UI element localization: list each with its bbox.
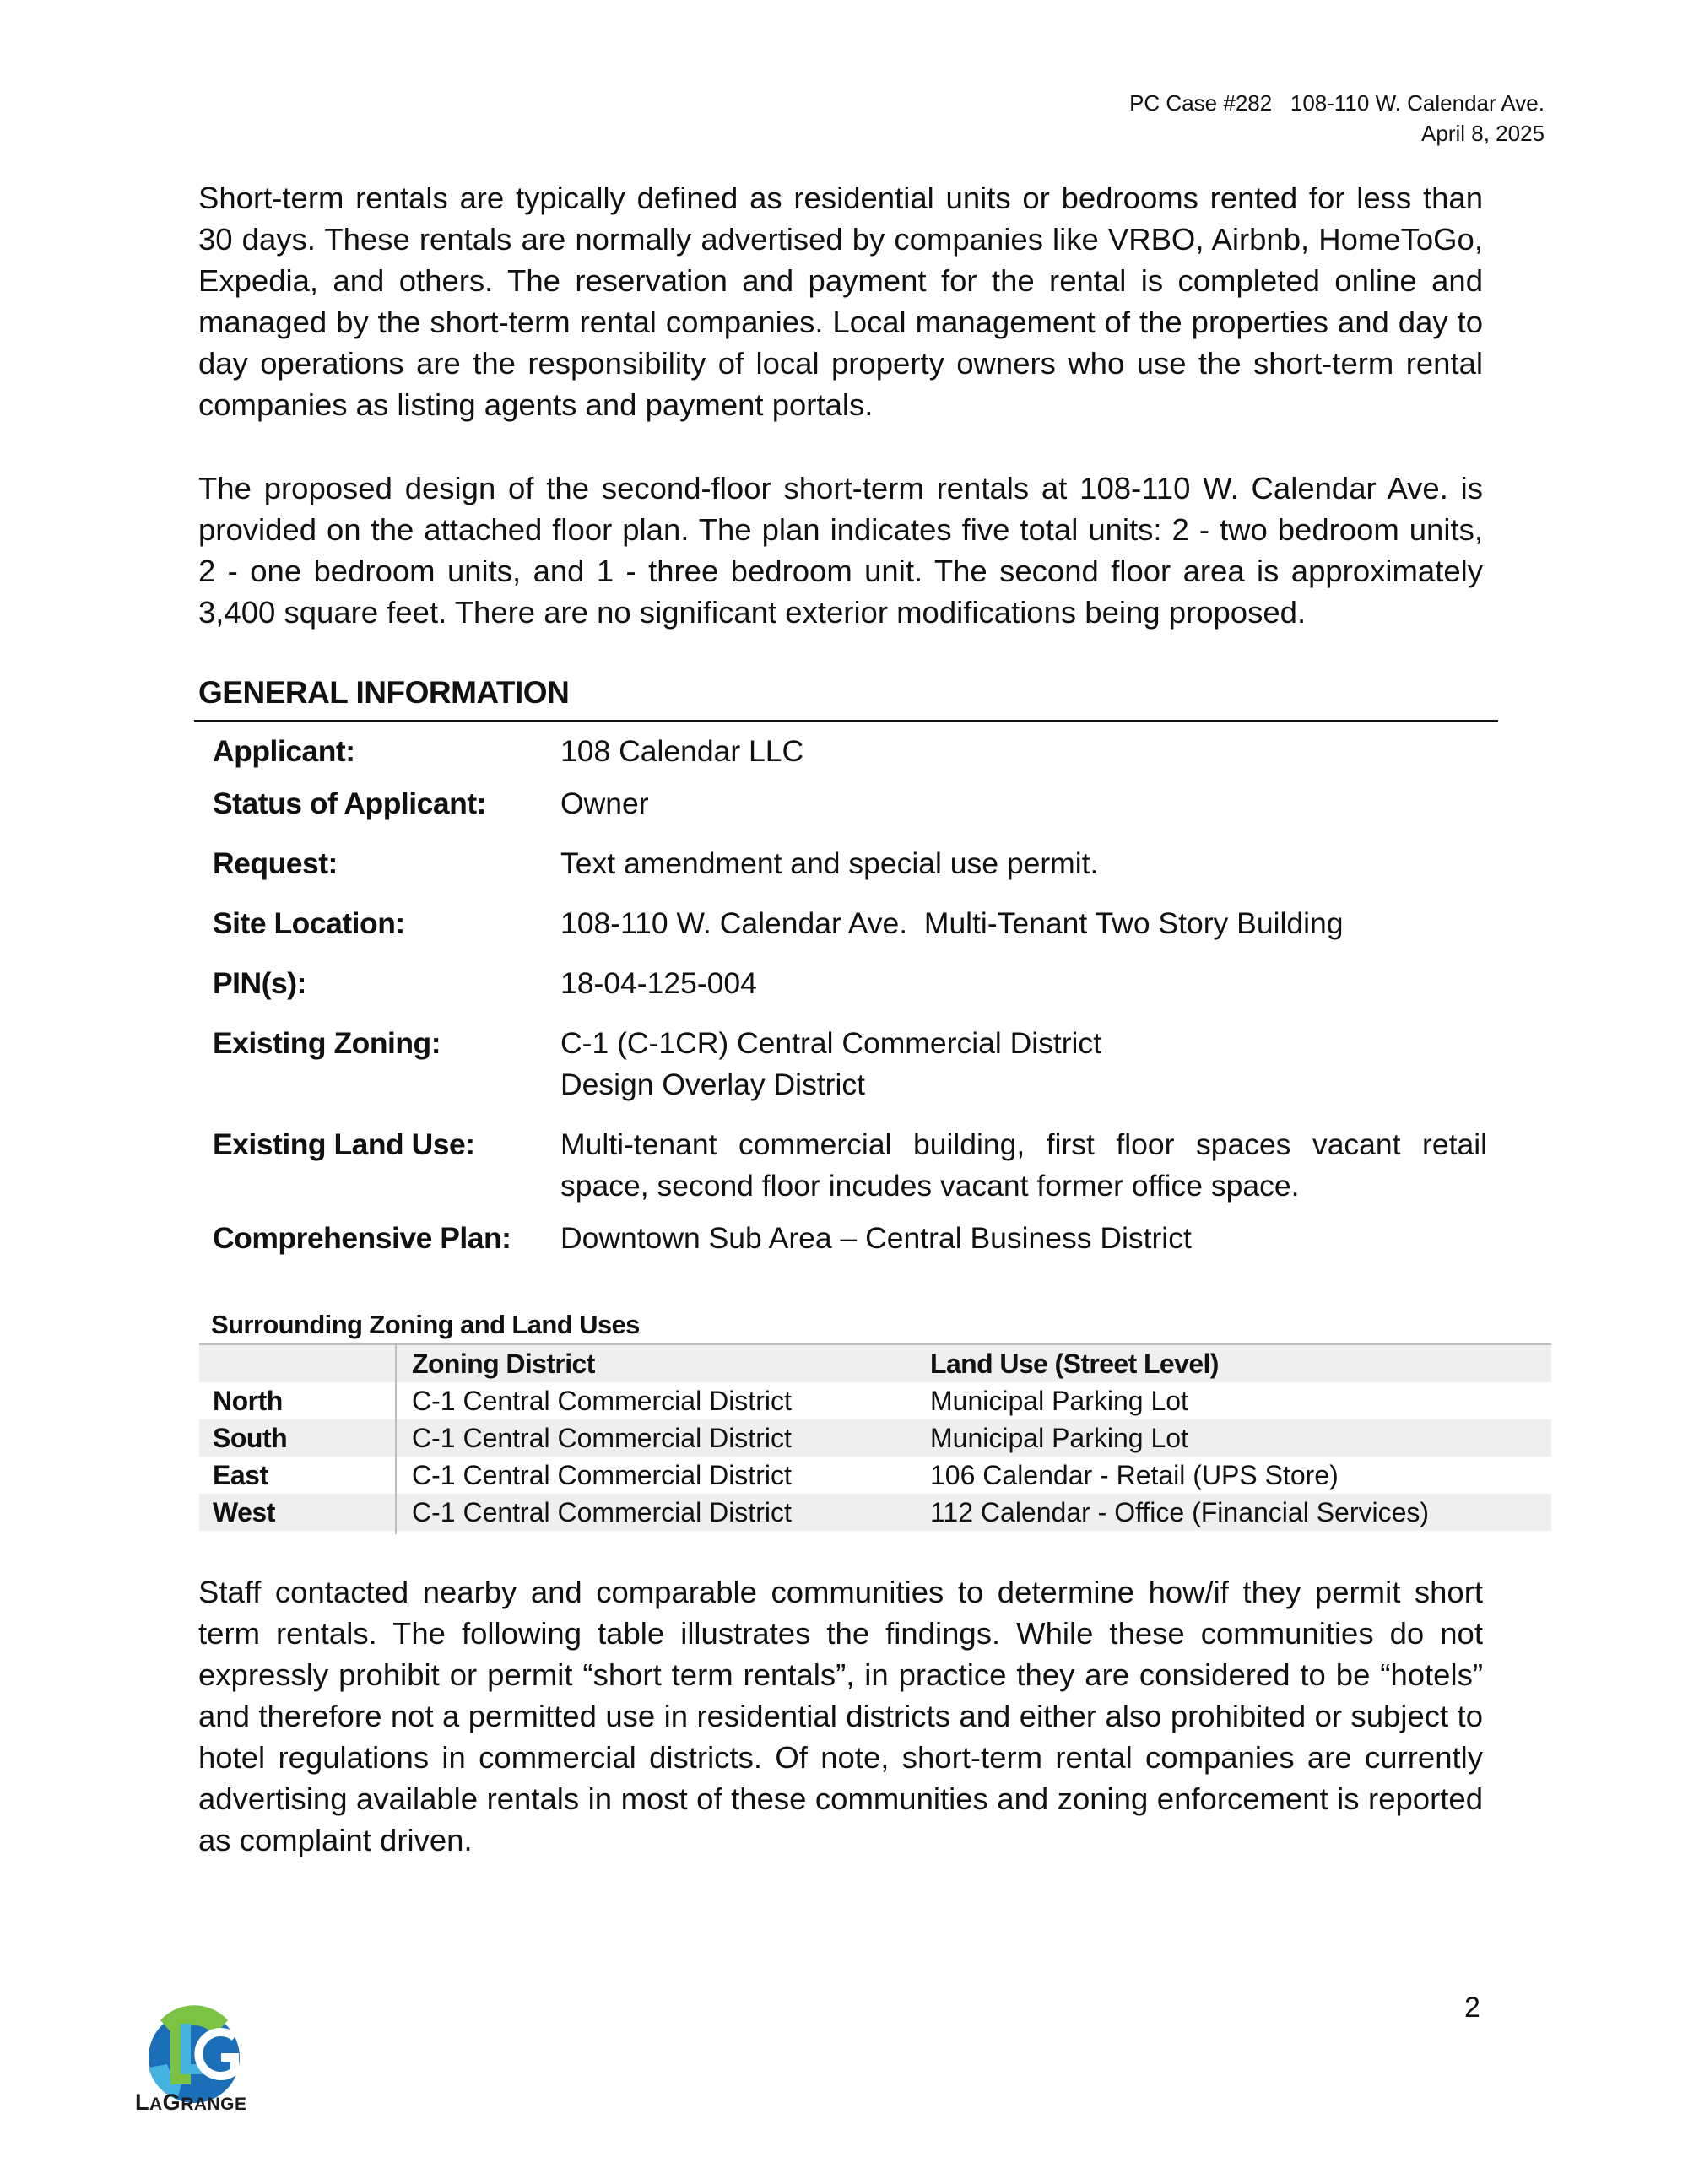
gi-value	[560, 1023, 1487, 1106]
row-land-use: Municipal Parking Lot	[930, 1386, 1188, 1416]
table-row	[199, 1494, 1551, 1531]
paragraph-staff-findings: Staff contacted nearby and comparable communities to determine how/if they permit short term rentals. The following table illustrates the findings. While these communities do not expressly prohibit or permit “short term rentals”, in practice they are considered to be “hotels” and therefore not a permitted use in residential districts and either also prohibited or subject to hotel regulations in commercial districts. Of note, short-term rental companies are currently advertising available rentals in most of these communities and zoning enforcement is reported as complaint driven.	[198, 1575, 1483, 1857]
gi-value	[560, 963, 1487, 1004]
gi-label: Existing Zoning:	[213, 1026, 441, 1060]
gi-value	[560, 843, 1487, 884]
gi-label: Comprehensive Plan:	[213, 1221, 511, 1255]
row-direction: East	[213, 1460, 268, 1490]
gi-value-line: Downtown Sub Area – Central Business District	[560, 1221, 1192, 1255]
gi-label: Existing Land Use:	[213, 1127, 475, 1161]
gi-label: Applicant:	[213, 734, 355, 768]
row-land-use: 106 Calendar - Retail (UPS Store)	[930, 1460, 1339, 1490]
logo-letter: RANGE	[181, 2095, 247, 2114]
gi-value	[560, 1124, 1487, 1207]
page-number: 2	[1464, 1992, 1480, 2024]
row-land-use: 112 Calendar - Office (Financial Services)	[930, 1497, 1430, 1527]
gi-value-line: 18-04-125-004	[560, 966, 757, 1000]
gi-label: Request:	[213, 846, 338, 880]
gi-value	[560, 1218, 1487, 1259]
row-zoning: C-1 Central Commercial District	[412, 1460, 792, 1490]
table-row	[199, 1382, 1551, 1419]
table-row	[199, 1419, 1551, 1457]
gi-label: Status of Applicant:	[213, 787, 486, 820]
gi-value-line: Text amendment and special use permit.	[560, 846, 1099, 880]
logo-letter: L	[135, 2089, 149, 2115]
row-zoning: C-1 Central Commercial District	[412, 1423, 792, 1453]
gi-label: PIN(s):	[213, 966, 306, 1000]
gi-value	[560, 903, 1487, 944]
gi-value	[560, 731, 1487, 772]
case-reference: PC Case #282 108-110 W. Calendar Ave.	[1129, 90, 1545, 116]
general-information-heading: GENERAL INFORMATION	[198, 675, 570, 710]
surrounding-zoning-heading: Surrounding Zoning and Land Uses	[211, 1310, 640, 1339]
gi-value-line: 108-110 W. Calendar Ave. Multi-Tenant Two Story Building	[560, 906, 1344, 940]
row-direction: North	[213, 1386, 283, 1416]
row-direction: South	[213, 1423, 288, 1453]
gi-value-line: Owner	[560, 787, 649, 820]
table-header-row	[199, 1345, 1551, 1382]
logo-wordmark	[135, 2089, 247, 2116]
gi-value	[560, 783, 1487, 824]
paragraph-proposed-design: The proposed design of the second-floor short-term rentals at 108-110 W. Calendar Ave. is provided on the attached floor plan. The plan indicates five total units: 2 - two bedroom units, 2 - one bedroom units, and 1 - three bedroom unit. The second floor area is approximately 3,400 square feet. There are no significant exterior modifications being proposed.	[198, 471, 1483, 630]
header-land-use: Land Use (Street Level)	[930, 1349, 1219, 1379]
gi-label: Site Location:	[213, 906, 405, 940]
row-land-use: Municipal Parking Lot	[930, 1423, 1188, 1453]
page-header	[1129, 88, 1545, 149]
gi-value-line: Multi-tenant commercial building, first floor spaces vacant retail space, second floor incudes vacant former office space.	[560, 1127, 1487, 1203]
row-zoning: C-1 Central Commercial District	[412, 1497, 792, 1527]
gi-value-line: Design Overlay District	[560, 1068, 865, 1101]
gi-value-line: C-1 (C-1CR) Central Commercial District	[560, 1026, 1102, 1060]
row-zoning: C-1 Central Commercial District	[412, 1386, 792, 1416]
logo-letter: G	[162, 2089, 181, 2115]
logo-letter: A	[149, 2095, 163, 2114]
table-row	[199, 1457, 1551, 1494]
table-column-divider	[395, 1343, 397, 1534]
section-divider	[194, 720, 1498, 722]
gi-value-line: 108 Calendar LLC	[560, 734, 804, 768]
header-date: April 8, 2025	[1421, 121, 1545, 146]
paragraph-short-term-rentals-definition: Short-term rentals are typically defined as residential units or bedrooms rented for less than 30 days. These rentals are normally advertised by companies like VRBO, Airbnb, HomeToGo, Expedia, and others. The reservation and payment for the rental is completed online and managed by the short-term rental companies. Local management of the properties and day to day operations are the responsibility of local property owners who use the short-term rental companies as listing agents and payment portals.	[198, 181, 1483, 422]
row-direction: West	[213, 1497, 275, 1527]
header-zoning-district: Zoning District	[412, 1349, 595, 1379]
